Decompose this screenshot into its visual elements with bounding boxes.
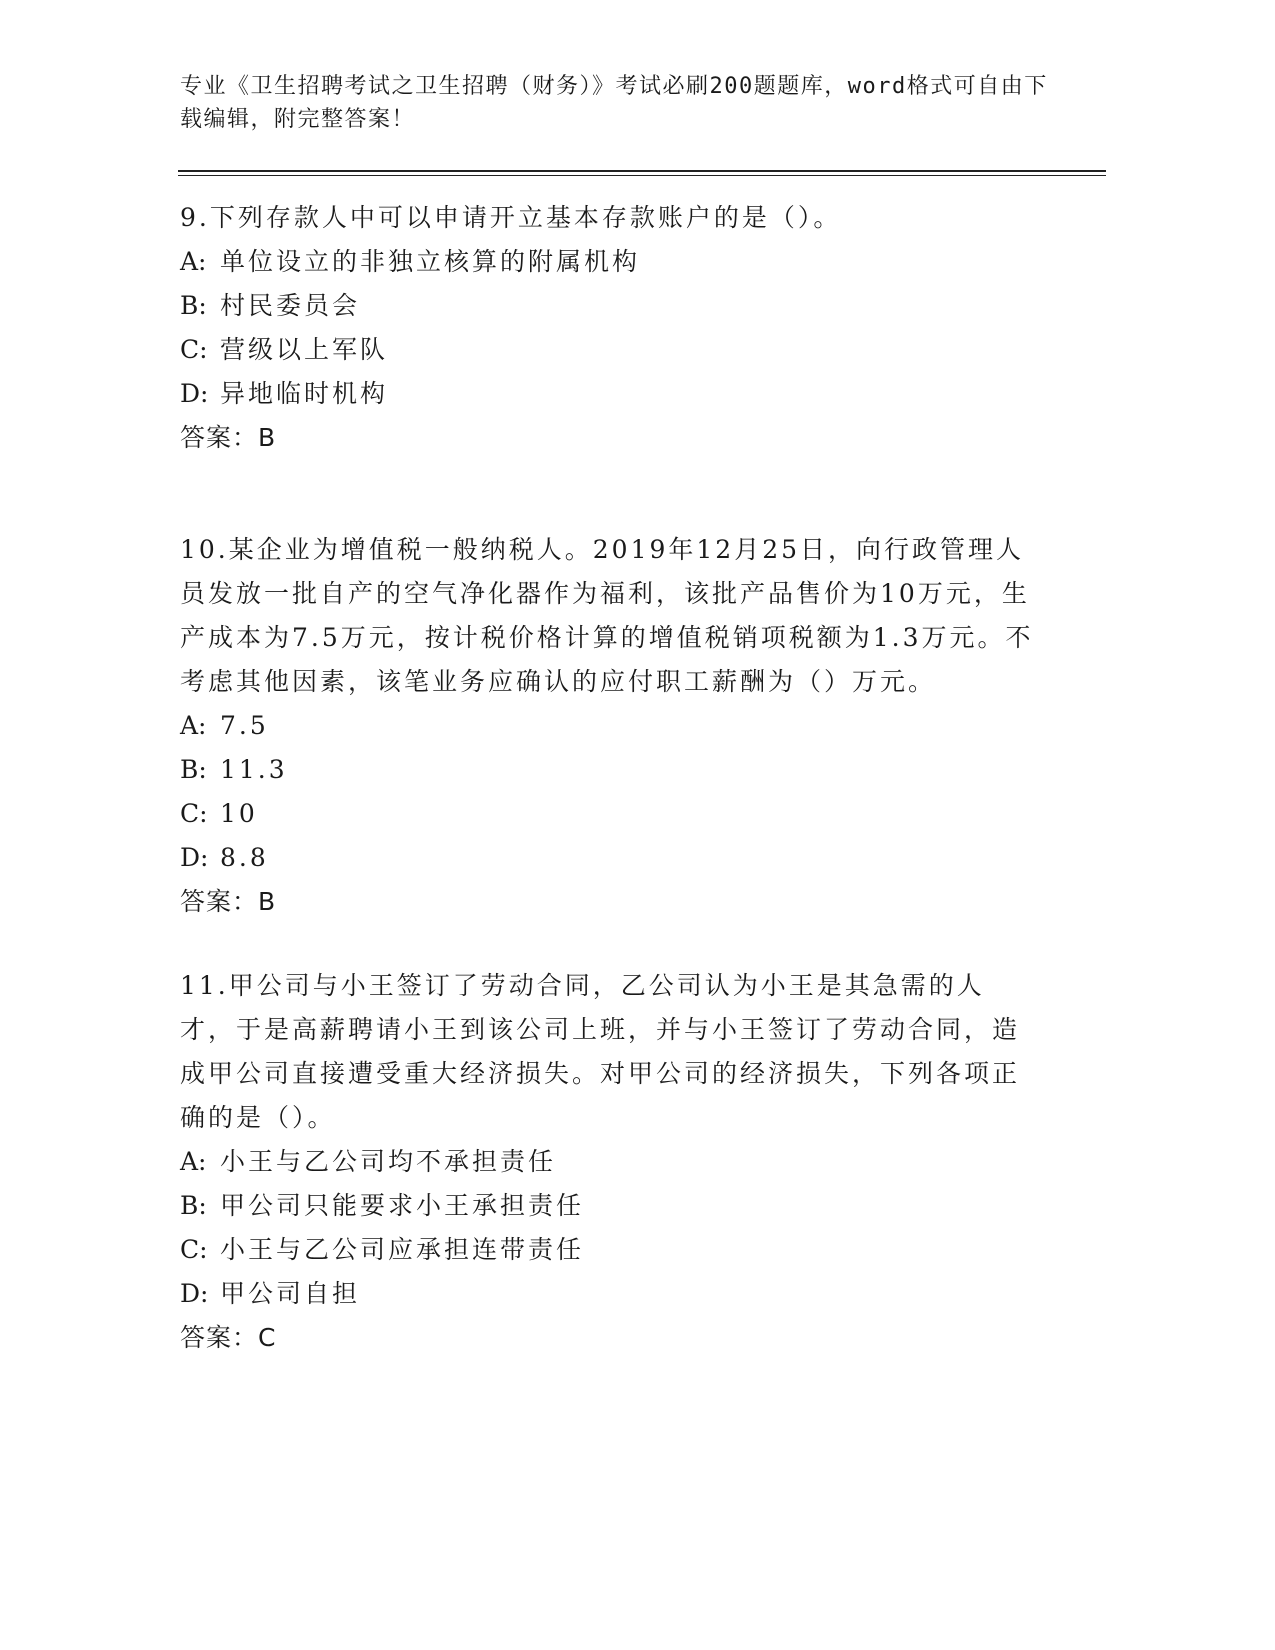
option-text: 10 bbox=[220, 799, 258, 828]
option-a bbox=[180, 1140, 1040, 1184]
option-label: B: bbox=[180, 291, 207, 320]
question-stem: 9.下列存款人中可以申请开立基本存款账户的是（）。 bbox=[180, 203, 842, 232]
option-label: D: bbox=[180, 379, 209, 408]
option-c bbox=[180, 328, 1040, 372]
option-text: 单位设立的非独立核算的附属机构 bbox=[220, 247, 641, 276]
question-10 bbox=[180, 528, 1040, 924]
option-d bbox=[180, 1272, 1040, 1316]
option-label: C: bbox=[180, 799, 208, 828]
option-b bbox=[180, 1184, 1040, 1228]
option-text: 8.8 bbox=[220, 843, 269, 872]
option-label: C: bbox=[180, 335, 208, 364]
option-text: 小王与乙公司均不承担责任 bbox=[220, 1147, 557, 1176]
option-label: A: bbox=[180, 711, 207, 740]
option-a bbox=[180, 240, 1040, 284]
option-label: D: bbox=[180, 1279, 209, 1308]
answer: 答案：B bbox=[180, 887, 277, 916]
option-d bbox=[180, 836, 1040, 880]
option-text: 小王与乙公司应承担连带责任 bbox=[220, 1235, 585, 1264]
option-text: 7.5 bbox=[220, 711, 269, 740]
answer: 答案：B bbox=[180, 423, 277, 452]
document-intro: 专业《卫生招聘考试之卫生招聘（财务）》考试必刷200题题库，word格式可自由下载编辑，附完整答案！ bbox=[180, 74, 1048, 132]
question-stem: 11.甲公司与小王签订了劳动合同，乙公司认为小王是其急需的人才，于是高薪聘请小王到该公司上班，并与小王签订了劳动合同，造成甲公司直接遭受重大经济损失。对甲公司的经济损失，下列各项正确的是（）。 bbox=[180, 971, 1021, 1132]
header-divider-thin bbox=[178, 175, 1106, 176]
option-b bbox=[180, 284, 1040, 328]
question-11 bbox=[180, 964, 1040, 1360]
option-text: 营级以上军队 bbox=[220, 335, 389, 364]
option-b bbox=[180, 748, 1040, 792]
question-9 bbox=[180, 196, 1040, 460]
option-label: A: bbox=[180, 1147, 207, 1176]
header-divider bbox=[178, 170, 1106, 172]
option-text: 甲公司自担 bbox=[220, 1279, 361, 1308]
question-stem: 10.某企业为增值税一般纳税人。2019年12月25日，向行政管理人员发放一批自产的空气净化器作为福利，该批产品售价为10万元，生产成本为7.5万元，按计税价格计算的增值税销项税额为1.3万元。不考虑其他因素，该笔业务应确认的应付职工薪酬为（）万元。 bbox=[180, 535, 1034, 696]
answer: 答案：C bbox=[180, 1323, 277, 1352]
option-c bbox=[180, 792, 1040, 836]
option-d bbox=[180, 372, 1040, 416]
option-text: 甲公司只能要求小王承担责任 bbox=[220, 1191, 585, 1220]
option-text: 村民委员会 bbox=[220, 291, 361, 320]
option-a bbox=[180, 704, 1040, 748]
option-c bbox=[180, 1228, 1040, 1272]
option-text: 异地临时机构 bbox=[220, 379, 389, 408]
option-label: B: bbox=[180, 755, 207, 784]
option-label: D: bbox=[180, 843, 209, 872]
option-label: A: bbox=[180, 247, 207, 276]
option-label: B: bbox=[180, 1191, 207, 1220]
option-label: C: bbox=[180, 1235, 208, 1264]
option-text: 11.3 bbox=[220, 755, 288, 784]
